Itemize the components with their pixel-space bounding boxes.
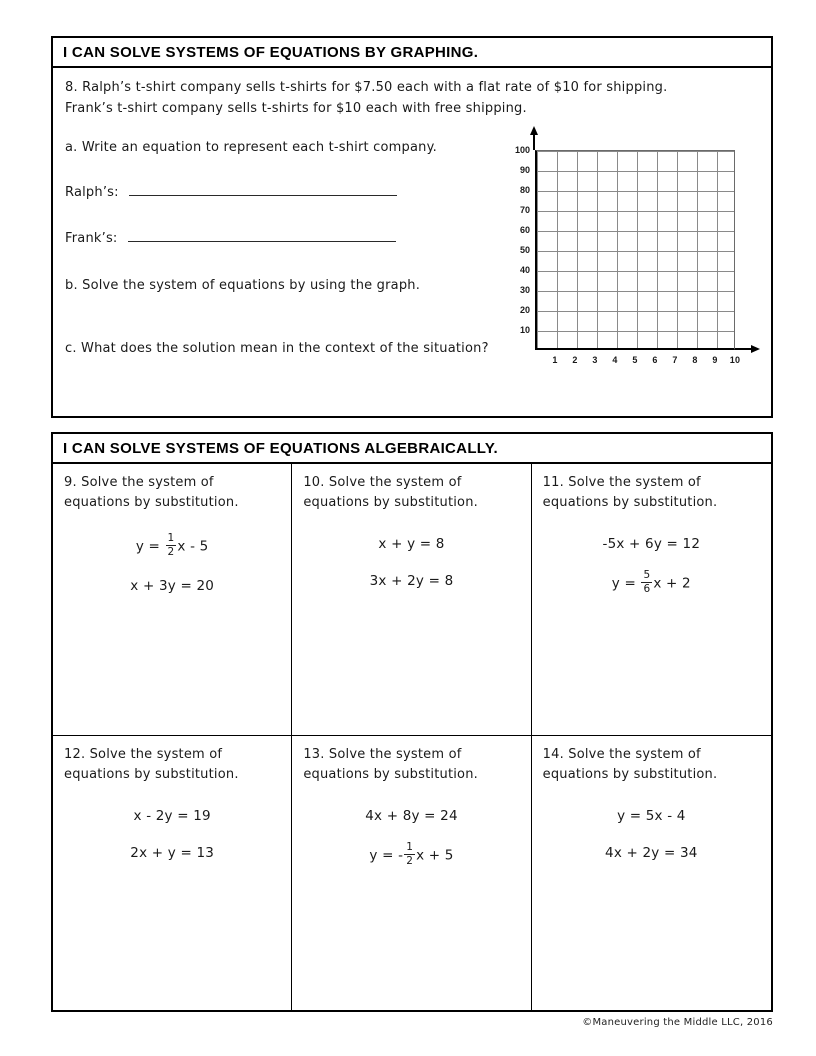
- equation: [543, 571, 760, 596]
- problem-14-cell: [532, 736, 771, 1010]
- fraction-denominator: 6: [643, 583, 651, 596]
- problem-13-equations: [303, 806, 519, 868]
- problem-13-cell: [292, 736, 531, 1010]
- equation-text: y = -: [369, 847, 404, 864]
- x-tick-label: 4: [612, 354, 618, 365]
- equation: 3x + 2y = 8: [369, 573, 454, 590]
- fraction: [404, 842, 415, 867]
- problem-12-equations: [64, 806, 280, 864]
- graphing-section-body: [53, 68, 771, 370]
- problem-11-prompt: 11. Solve the system of equations by substitution.: [542, 475, 718, 510]
- problem-11-equations: [543, 534, 760, 596]
- problem-8-intro: [65, 78, 757, 120]
- franks-answer-row: [65, 228, 499, 250]
- x-tick-label: 3: [592, 354, 598, 365]
- page-content: [51, 36, 773, 1028]
- problem-12-prompt: 12. Solve the system of equations by substitution.: [64, 747, 239, 782]
- x-tick-label: 7: [672, 354, 678, 365]
- y-axis-tick-labels: [507, 140, 535, 340]
- problem-9-equations: [64, 534, 280, 596]
- equation-text: y =: [135, 538, 165, 555]
- x-tick-label: 5: [632, 354, 638, 365]
- fraction-numerator: 1: [404, 842, 415, 855]
- graphing-questions-column: [65, 124, 505, 360]
- y-tick-label: 70: [519, 204, 530, 215]
- equation: x + y = 8: [378, 536, 445, 552]
- problem-9-cell: [53, 464, 292, 736]
- graphing-columns: [65, 124, 757, 365]
- y-tick-label: 20: [519, 304, 530, 315]
- equation: 4x + 8y = 24: [365, 808, 458, 824]
- equation: y = 5x - 4: [617, 808, 686, 824]
- x-tick-label: 8: [692, 354, 698, 365]
- ralphs-answer-row: [65, 182, 499, 204]
- ralphs-answer-blank: [129, 182, 397, 196]
- x-tick-label: 2: [572, 354, 578, 365]
- graphing-section: [51, 36, 773, 418]
- y-tick-label: 80: [519, 184, 530, 195]
- fraction-denominator: 2: [406, 855, 414, 868]
- x-tick-label: 6: [652, 354, 658, 365]
- graph-column: [505, 124, 757, 365]
- part-b-label: b. Solve the system of equations by using the graph.: [65, 277, 421, 293]
- y-tick-label: 40: [519, 264, 530, 275]
- problem-11-cell: [532, 464, 771, 736]
- problem-8-intro-line2: Frank’s t-shirt company sells t-shirts for $10 each with free shipping.: [65, 100, 527, 116]
- problem-14-prompt: 14. Solve the system of equations by substitution.: [542, 747, 718, 782]
- problem-14-equations: [543, 806, 760, 864]
- fraction: [166, 533, 177, 558]
- problem-12-cell: [53, 736, 292, 1010]
- x-tick-label: 1: [552, 354, 558, 365]
- equation: x + 3y = 20: [130, 578, 215, 595]
- problem-10-prompt: 10. Solve the system of equations by substitution.: [303, 475, 478, 510]
- x-axis-tick-labels: [545, 350, 755, 367]
- equation: x - 2y = 19: [133, 808, 211, 824]
- problem-10-equations: [303, 534, 519, 592]
- y-tick-label: 10: [519, 324, 530, 335]
- part-c-label: c. What does the solution mean in the context of the situation?: [65, 340, 489, 356]
- equation: [64, 534, 280, 559]
- equation: [303, 843, 519, 868]
- equation-text: x - 5: [177, 538, 209, 555]
- fraction-denominator: 2: [167, 546, 175, 559]
- problem-10-cell: [292, 464, 531, 736]
- equation-text: x + 2: [653, 575, 691, 592]
- franks-label: Frank’s:: [65, 231, 118, 247]
- fraction: [641, 570, 652, 595]
- problem-9-prompt: 9. Solve the system of equations by substitution.: [64, 475, 239, 510]
- y-axis-arrow-icon: [530, 126, 538, 135]
- y-tick-label: 100: [514, 144, 530, 155]
- x-tick-label: 9: [712, 354, 718, 365]
- graphing-section-header: I CAN SOLVE SYSTEMS OF EQUATIONS BY GRAPHING.: [53, 38, 771, 68]
- equation: 2x + y = 13: [130, 845, 215, 862]
- y-tick-label: 90: [519, 164, 530, 175]
- coordinate-grid: [514, 144, 741, 365]
- algebra-section: [51, 432, 773, 1012]
- equation: 4x + 2y = 34: [605, 845, 698, 862]
- equation-text: x + 5: [416, 847, 454, 864]
- equation-text: y =: [611, 575, 641, 592]
- part-a-label: a. Write an equation to represent each t-shirt company.: [65, 139, 437, 155]
- y-tick-label: 30: [519, 284, 530, 295]
- algebra-problem-grid: [53, 464, 771, 1010]
- problem-13-prompt: 13. Solve the system of equations by substitution.: [303, 747, 478, 782]
- franks-answer-blank: [128, 228, 396, 242]
- copyright-notice: ©Maneuvering the Middle LLC, 2016: [582, 1017, 773, 1028]
- y-tick-label: 60: [519, 224, 530, 235]
- equation: -5x + 6y = 12: [602, 536, 701, 552]
- grid-area: [535, 150, 735, 350]
- problem-8-intro-line1: 8. Ralph’s t-shirt company sells t-shirts for $7.50 each with a flat rate of $10 for shipping.: [65, 80, 668, 95]
- fraction-numerator: 5: [641, 570, 652, 583]
- algebra-section-header: I CAN SOLVE SYSTEMS OF EQUATIONS ALGEBRAICALLY.: [53, 434, 771, 464]
- fraction-numerator: 1: [166, 533, 177, 546]
- y-tick-label: 50: [519, 244, 530, 255]
- ralphs-label: Ralph’s:: [65, 185, 119, 201]
- x-tick-label: 10: [729, 354, 741, 365]
